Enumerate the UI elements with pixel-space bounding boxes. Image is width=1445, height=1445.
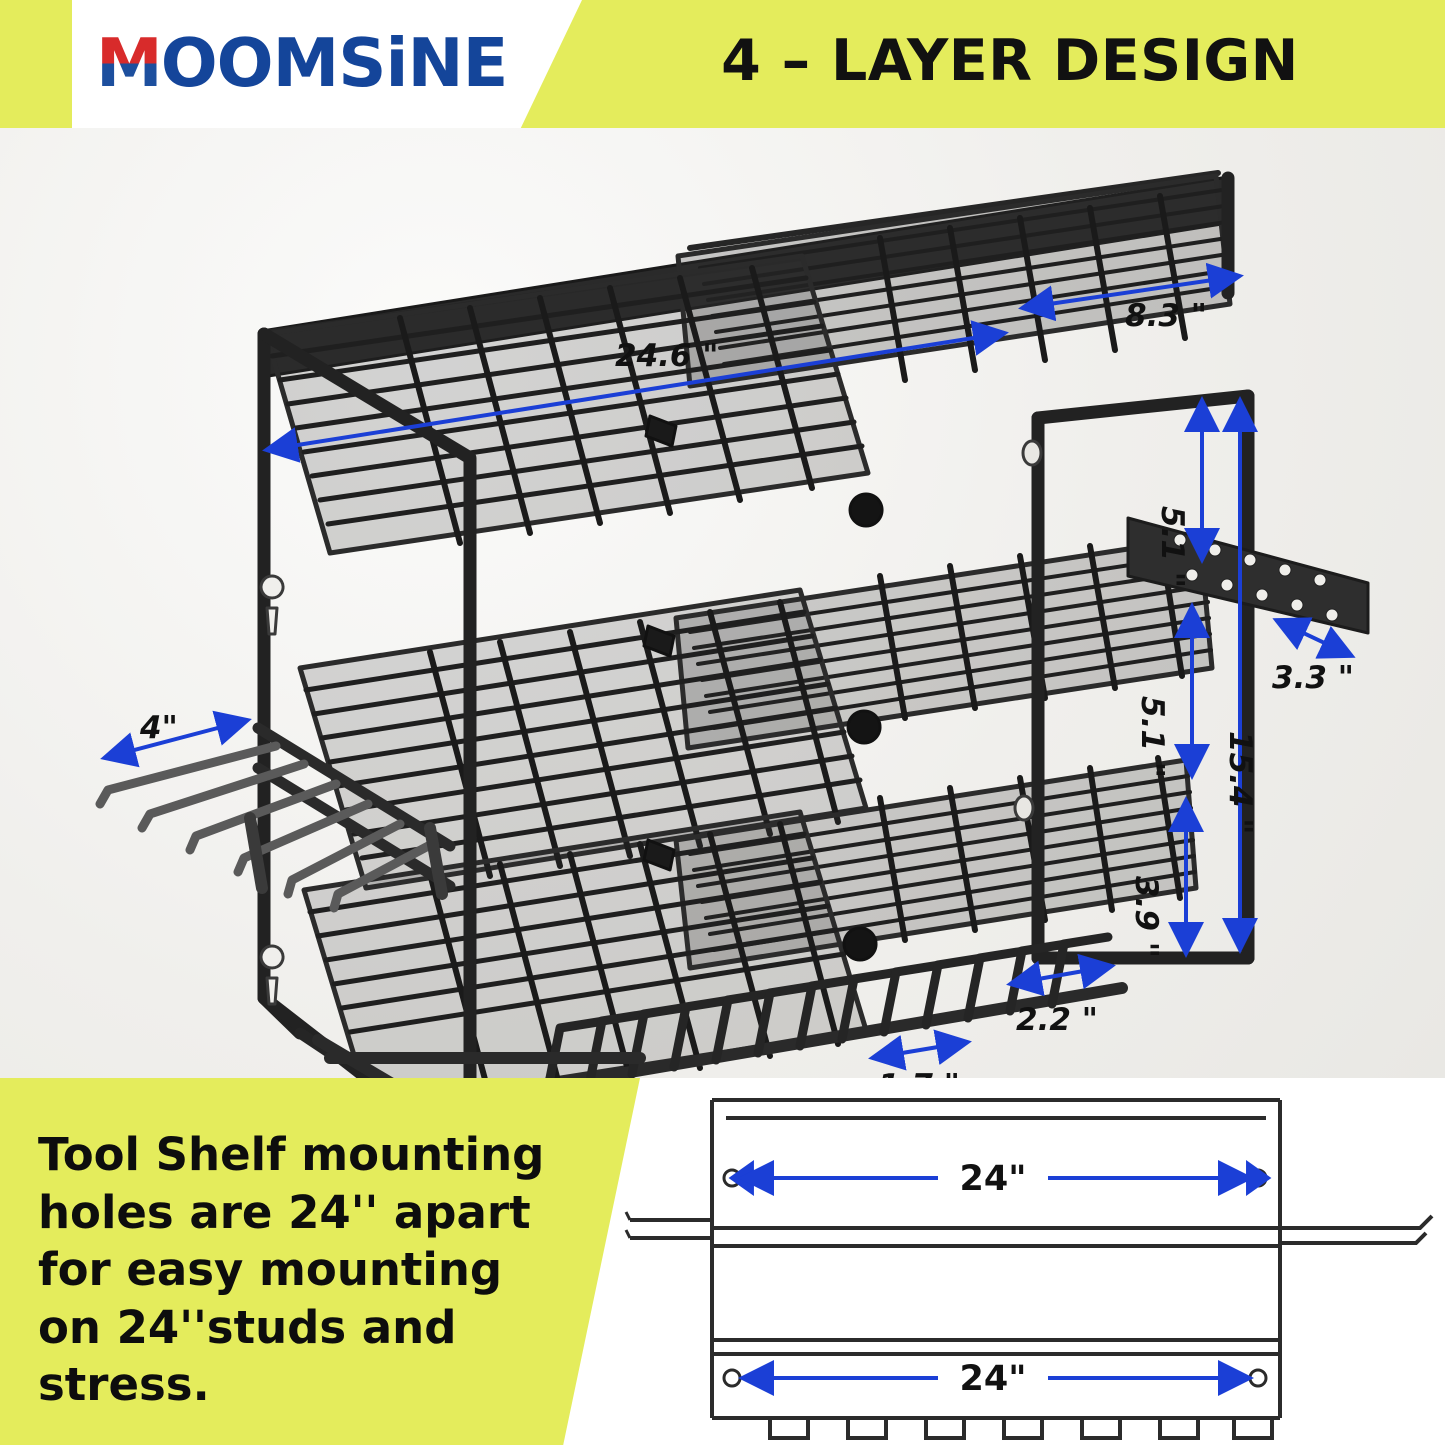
product-illustration [0, 128, 1445, 1078]
brand-logo [96, 24, 508, 102]
mounting-bottom-label: 24" [959, 1359, 1027, 1399]
dim-label-bottom-gap: 3.9 " [1128, 876, 1164, 958]
dim-line-slot-width [872, 1042, 968, 1058]
header-banner [0, 0, 1445, 128]
dim-label-gap1: 5.1 " [1154, 506, 1190, 588]
dim-label-height: 15.4 " [1222, 731, 1258, 835]
product-photo [0, 128, 1445, 1078]
mounting-diagram-svg [620, 1078, 1445, 1445]
dim-label-width: 24.6 " [615, 338, 719, 374]
dim-label-gap2: 5.1 " [1134, 696, 1170, 778]
header-title: 4 – LAYER DESIGN [721, 28, 1299, 94]
brand-logo-text: OOMSiNE [160, 24, 508, 102]
dim-label-slot-pitch: 2.2 " [1016, 1002, 1098, 1038]
dim-label-bracket: 3.3 " [1272, 660, 1354, 696]
brand-logo-initial: M [96, 24, 161, 102]
mounting-top-label: 24" [959, 1159, 1027, 1199]
mounting-hole-diagram [620, 1078, 1445, 1445]
dim-label-hook: 4" [140, 710, 178, 746]
dim-label-depth: 8.3 " [1125, 298, 1207, 334]
note-text: Tool Shelf mounting holes are 24'' apart for easy mounting on 24''studs and stress. [38, 1128, 545, 1412]
bottom-section [0, 1078, 1445, 1445]
